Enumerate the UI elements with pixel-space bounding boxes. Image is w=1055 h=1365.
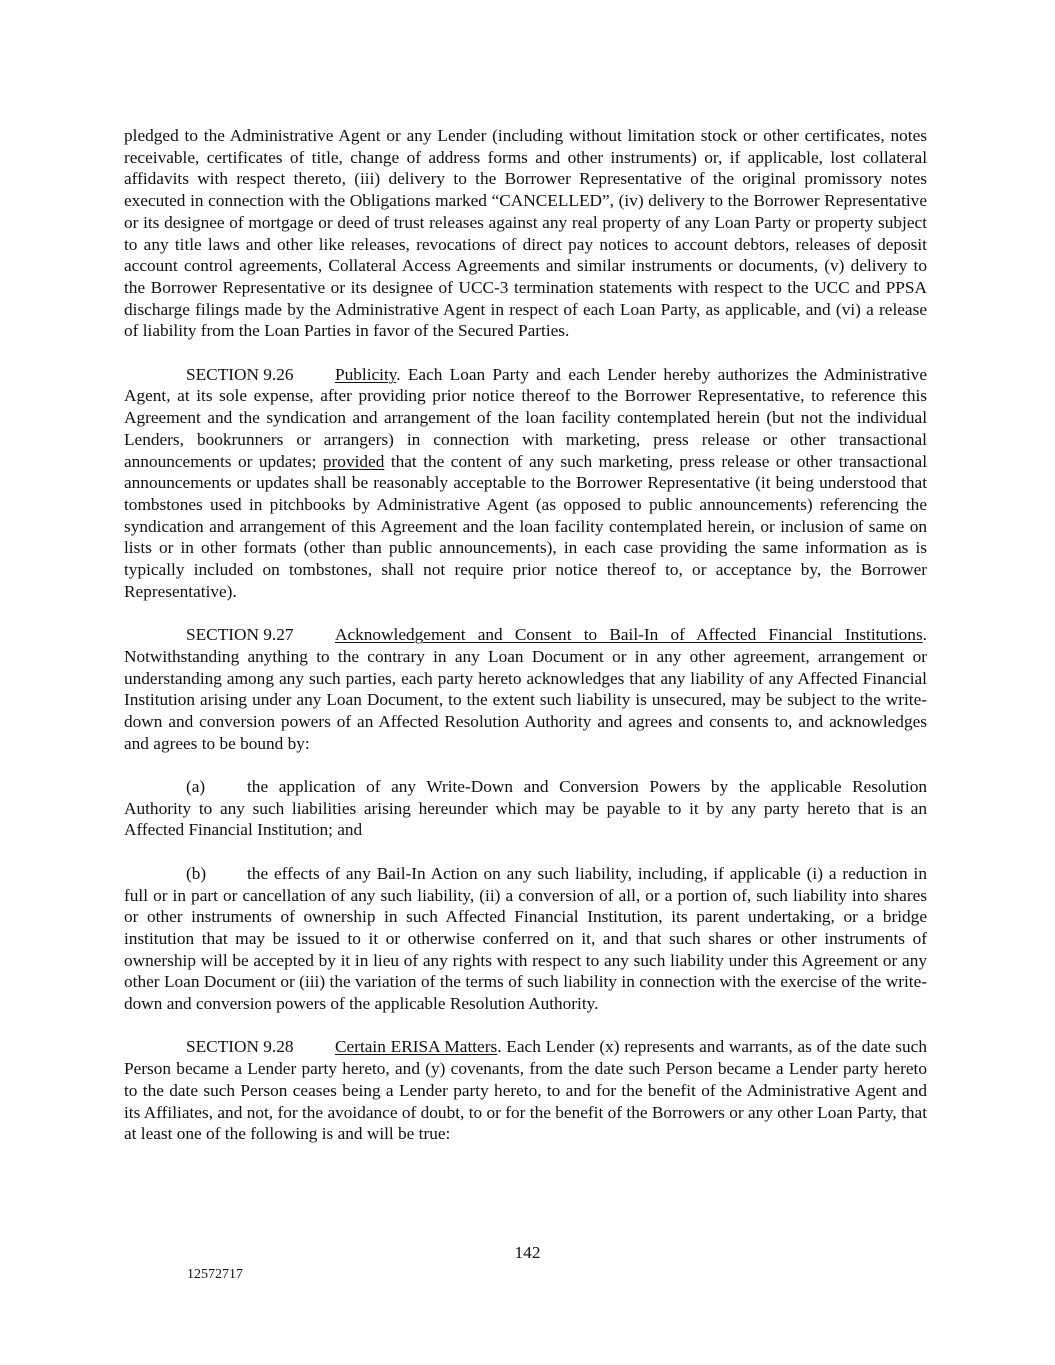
section-9-26 xyxy=(124,364,927,603)
section-heading: Acknowledgement and Consent to Bail-In of Affected Financial Institutions xyxy=(335,625,923,645)
clause-label: (b) xyxy=(186,863,207,883)
section-text: . Notwithstanding anything to the contrary in any Loan Document or in any other agreement, arrangement or understanding among any such parties, each party hereto acknowledges that any liability of any Affected Financial Institution arising under any Loan Document, to the extent such liability is unsecured, may be subject to the write-down and conversion powers of an Affected Resolution Authority and agrees and consents to, and acknowledges and agrees to be bound by: xyxy=(124,625,927,753)
provided-term: provided xyxy=(322,451,385,471)
section-heading: Certain ERISA Matters xyxy=(335,1037,498,1057)
section-text-continued: that the content of any such marketing, press release or other transactional announcements or updates shall be reasonably acceptable to the Borrower Representative (it being understood that tombstones used in pitchbooks by Administrative Agent (as opposed to public announcements) referencing the syndication and arrangement of this Agreement and the loan facility contemplated herein, or inclusion of same on lists or in other formats (other than public announcements), in each case providing the same information as is typically included on tombstones, shall not require prior notice thereof to, or acceptance by, the Borrower Representative). xyxy=(124,451,927,601)
section-text: . Each Lender (x) represents and warrants, as of the date such Person became a Lender party hereto, and (y) covenants, from the date such Person became a Lender party hereto to the date such Person ceases being a Lender party hereto, to and for the benefit of the Administrative Agent and its Affiliates, and not, for the avoidance of doubt, to or for the benefit of the Borrowers or any other Loan Party, that at least one of the following is and will be true: xyxy=(124,1037,927,1144)
section-number: SECTION 9.27 xyxy=(186,625,294,645)
clause-text: the effects of any Bail-In Action on any such liability, including, if applicable (i) a reduction in full or in part or cancellation of any such liability, (ii) a conversion of all, or a portion of, such liability into shares or other instruments of ownership in such Affected Financial Institution, its parent undertaking, or a bridge institution that may be issued to it or otherwise conferred on it, and that such shares or other instruments of ownership will be accepted by it in lieu of any rights with respect to any such liability under this Agreement or any other Loan Document or (iii) the variation of the terms of such liability in connection with the exercise of the write-down and conversion powers of the applicable Resolution Authority. xyxy=(124,863,927,1014)
section-heading: Publicity xyxy=(335,364,397,384)
clause-a xyxy=(124,776,927,841)
section-number: SECTION 9.28 xyxy=(186,1037,294,1057)
page-number: 142 xyxy=(514,1243,541,1262)
section-text: . Each Loan Party and each Lender hereby authorizes the Administrative Agent, at its sole expense, after providing prior notice thereof to the Borrower Representative, to reference this Agreement and the syndication and arrangement of the loan facility contemplated herein (but not the individual Lenders, bookrunners or arrangers) in connection with marketing, press release or other transactional announcements or updates; xyxy=(124,364,927,471)
clause-b xyxy=(124,863,927,1015)
document-id: 12572717 xyxy=(187,1267,243,1282)
paragraph-continuation: pledged to the Administrative Agent or any Lender (including without limitation stock or other certificates, notes receivable, certificates of title, change of address forms and other instruments) or, if applicable, lost collateral affidavits with respect thereto, (iii) delivery to the Borrower Representative of the original promissory notes executed in connection with the Obligations marked “CANCELLED”, (iv) delivery to the Borrower Representative or its designee of mortgage or deed of trust releases against any real property of any Loan Party or property subject to any title laws and other like releases, revocations of direct pay notices to account debtors, releases of deposit account control agreements, Collateral Access Agreements and similar instruments or documents, (v) delivery to the Borrower Representative or its designee of UCC-3 termination statements with respect to the UCC and PPSA discharge filings made by the Administrative Agent in respect of each Loan Party, as applicable, and (vi) a release of liability from the Loan Parties in favor of the Secured Parties. xyxy=(124,126,927,341)
section-9-27 xyxy=(124,624,927,754)
section-number: SECTION 9.26 xyxy=(186,364,294,384)
clause-label: (a) xyxy=(186,777,206,797)
section-9-28 xyxy=(124,1036,927,1145)
clause-text: the application of any Write-Down and Conversion Powers by the applicable Resolution Authority to any such liabilities arising hereunder which may be payable to it by any party hereto that is an Affected Financial Institution; and xyxy=(124,777,927,840)
document-body xyxy=(124,125,927,1167)
